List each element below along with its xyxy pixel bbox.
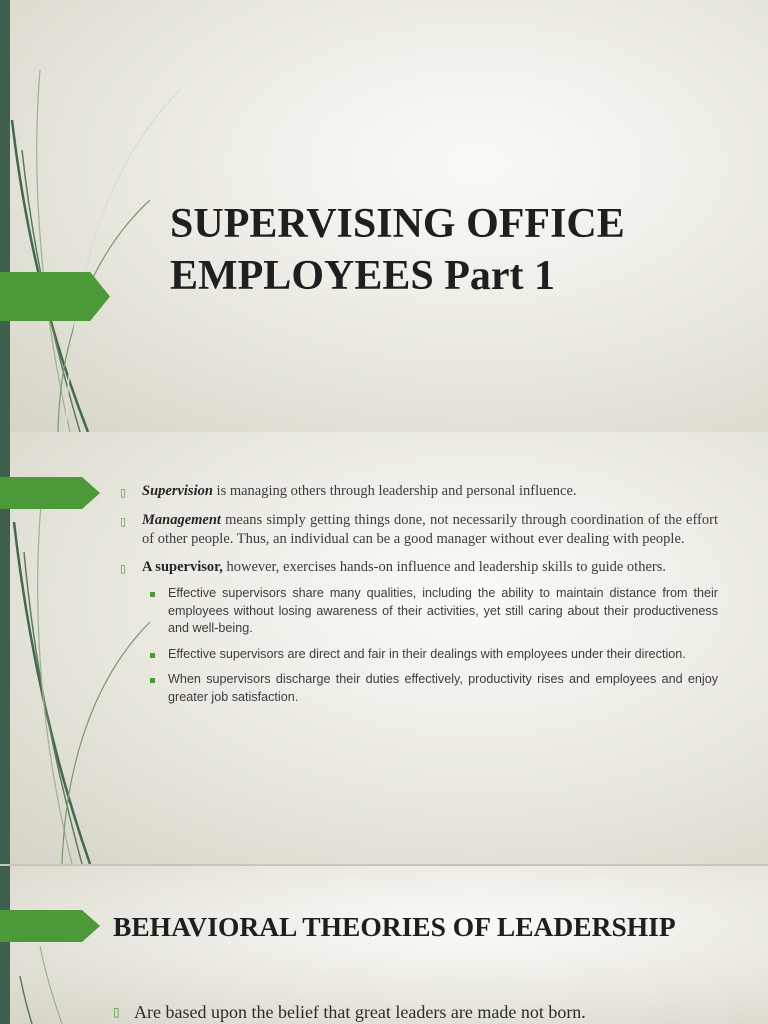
bullet-term: Supervision — [142, 483, 213, 499]
bullet-item — [120, 482, 718, 502]
slide-behavioral-theories — [0, 866, 768, 1024]
bullet-item — [113, 1000, 753, 1024]
bullet-term: A supervisor, — [142, 559, 223, 575]
slide-title-text — [170, 198, 730, 302]
green-arrow-tab — [0, 910, 100, 942]
sub-bullet-text: Effective supervisors are direct and fair in their dealings with employees under their direction. — [168, 646, 686, 661]
bullet-item — [120, 558, 718, 578]
sub-bullet-item — [146, 671, 718, 706]
missing-glyph-box-icon: ▯ — [113, 1005, 120, 1019]
missing-glyph-box-icon: ▯ — [120, 515, 127, 528]
missing-glyph-box-icon: ▯ — [120, 486, 127, 499]
sub-bullet-item — [146, 585, 718, 638]
missing-glyph-box-icon: ▯ — [120, 562, 127, 575]
sub-bullet-text: When supervisors discharge their duties effectively, productivity rises and employees and enjoy greater job satisfaction. — [168, 672, 718, 704]
slide-title — [0, 0, 768, 432]
title-line-1: SUPERVISING OFFICE — [170, 201, 625, 247]
green-square-icon — [150, 678, 155, 683]
sub-bullet-item — [146, 646, 718, 664]
title-line-2: EMPLOYEES Part 1 — [170, 253, 555, 299]
green-arrow-tab — [0, 477, 100, 509]
sub-bullet-text: Effective supervisors share many qualities, including the ability to maintain distance from their employees without losing awareness of their activities, yet still caring about their productiveness and well-being. — [168, 586, 718, 635]
green-arrow-tab — [0, 272, 110, 321]
green-square-icon — [150, 653, 155, 658]
bullet-text: means simply getting things done, not necessarily through coordination of the effort of other people. Thus, an individual can be a good manager without ever dealing with people. — [142, 512, 718, 547]
slide-title-text: BEHAVIORAL THEORIES OF LEADERSHIP — [113, 911, 676, 942]
bullet-text: is managing others through leadership and personal influence. — [212, 483, 577, 499]
bullet-text: however, exercises hands-on influence and leadership skills to guide others. — [222, 559, 666, 575]
sub-bullet-list — [146, 585, 718, 706]
green-square-icon — [150, 592, 155, 597]
bullet-term: Management — [142, 512, 221, 528]
bullet-list — [120, 482, 718, 714]
bullet-text: Are based upon the belief that great leaders are made not born. — [134, 1002, 586, 1022]
slide-supervision — [0, 432, 768, 864]
bullet-item — [120, 511, 718, 549]
